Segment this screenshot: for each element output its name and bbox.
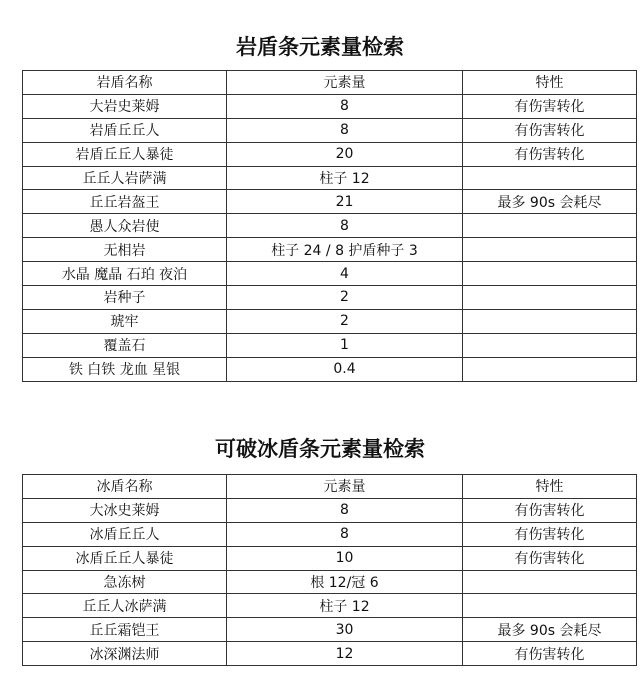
cell-element-amount: 8 — [227, 118, 463, 142]
column-header-element-amount: 元素量 — [227, 71, 463, 95]
cell-element-amount: 8 — [227, 94, 463, 118]
table-row — [23, 333, 637, 357]
cell-name: 大岩史莱姆 — [23, 94, 227, 118]
cell-name: 丘丘霜铠王 — [23, 618, 227, 642]
table-row — [23, 142, 637, 166]
column-header-property: 特性 — [463, 71, 637, 95]
cell-element-amount: 8 — [227, 214, 463, 238]
cell-element-amount: 8 — [227, 498, 463, 522]
table-row — [23, 166, 637, 190]
cell-name: 岩盾丘丘人暴徒 — [23, 142, 227, 166]
table-row — [23, 118, 637, 142]
cell-property — [463, 570, 637, 594]
cell-name: 水晶 魔晶 石珀 夜泊 — [23, 262, 227, 286]
cell-property: 有伤害转化 — [463, 498, 637, 522]
cell-property — [463, 214, 637, 238]
cell-property — [463, 166, 637, 190]
cell-name: 铁 白铁 龙血 星银 — [23, 357, 227, 381]
cell-element-amount: 12 — [227, 642, 463, 666]
cell-name: 琥牢 — [23, 309, 227, 333]
cell-name: 岩盾丘丘人 — [23, 118, 227, 142]
cell-name: 丘丘岩盔王 — [23, 190, 227, 214]
cell-name: 冰盾丘丘人 — [23, 522, 227, 546]
cell-element-amount: 8 — [227, 522, 463, 546]
cell-property: 有伤害转化 — [463, 142, 637, 166]
cell-name: 丘丘人岩萨满 — [23, 166, 227, 190]
cell-element-amount: 1 — [227, 333, 463, 357]
cell-property — [463, 238, 637, 262]
cell-property — [463, 286, 637, 310]
table-row — [23, 570, 637, 594]
cell-name: 大冰史莱姆 — [23, 498, 227, 522]
cell-property: 有伤害转化 — [463, 642, 637, 666]
cell-property: 有伤害转化 — [463, 94, 637, 118]
cell-element-amount: 2 — [227, 286, 463, 310]
cell-name: 丘丘人冰萨满 — [23, 594, 227, 618]
cell-name: 冰深渊法师 — [23, 642, 227, 666]
cell-property: 有伤害转化 — [463, 546, 637, 570]
cell-property — [463, 309, 637, 333]
cell-name: 冰盾丘丘人暴徒 — [23, 546, 227, 570]
cell-element-amount: 柱子 24 / 8 护盾种子 3 — [227, 238, 463, 262]
cell-name: 无相岩 — [23, 238, 227, 262]
cell-name: 覆盖石 — [23, 333, 227, 357]
cell-name: 急冻树 — [23, 570, 227, 594]
cell-element-amount: 4 — [227, 262, 463, 286]
table-header-row — [23, 71, 637, 95]
cell-property: 有伤害转化 — [463, 118, 637, 142]
table-row — [23, 522, 637, 546]
cell-element-amount: 10 — [227, 546, 463, 570]
table-row — [23, 214, 637, 238]
table-row — [23, 594, 637, 618]
table-row — [23, 618, 637, 642]
table-row — [23, 309, 637, 333]
table-row — [23, 642, 637, 666]
cell-element-amount: 20 — [227, 142, 463, 166]
cell-property — [463, 357, 637, 381]
cell-element-amount: 柱子 12 — [227, 166, 463, 190]
cell-property — [463, 262, 637, 286]
cell-element-amount: 21 — [227, 190, 463, 214]
cell-element-amount: 柱子 12 — [227, 594, 463, 618]
table-row — [23, 238, 637, 262]
table-row — [23, 190, 637, 214]
cell-property — [463, 594, 637, 618]
cell-name: 愚人众岩使 — [23, 214, 227, 238]
table-row — [23, 498, 637, 522]
table-row — [23, 262, 637, 286]
ice-shield-table — [22, 474, 637, 666]
column-header-element-amount: 元素量 — [227, 475, 463, 499]
cell-name: 岩种子 — [23, 286, 227, 310]
cell-property: 最多 90s 会耗尽 — [463, 190, 637, 214]
rock-shield-table — [22, 70, 637, 382]
cell-element-amount: 0.4 — [227, 357, 463, 381]
cell-property — [463, 333, 637, 357]
table-row — [23, 357, 637, 381]
column-header-property: 特性 — [463, 475, 637, 499]
table-row — [23, 286, 637, 310]
table-header-row — [23, 475, 637, 499]
table-row — [23, 546, 637, 570]
cell-element-amount: 2 — [227, 309, 463, 333]
column-header-name: 岩盾名称 — [23, 71, 227, 95]
table-row — [23, 94, 637, 118]
cell-property: 最多 90s 会耗尽 — [463, 618, 637, 642]
rock-shield-title: 岩盾条元素量检索 — [236, 35, 404, 59]
cell-element-amount: 30 — [227, 618, 463, 642]
cell-property: 有伤害转化 — [463, 522, 637, 546]
cell-element-amount: 根 12/冠 6 — [227, 570, 463, 594]
column-header-name: 冰盾名称 — [23, 475, 227, 499]
ice-shield-title: 可破冰盾条元素量检索 — [215, 437, 425, 461]
